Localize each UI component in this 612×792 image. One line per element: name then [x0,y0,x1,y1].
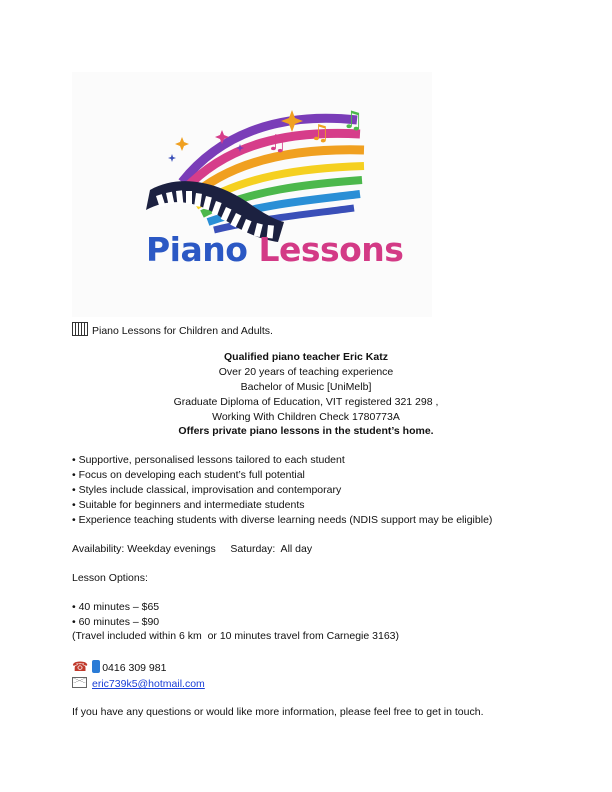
feature-item: • Styles include classical, improvisation and contemporary [72,484,342,496]
phone-number[interactable]: 0416 309 981 [102,662,167,674]
closing-text: If you have any questions or would like more information, please feel free to get in touch. [72,706,484,718]
email-link[interactable]: eric739k5@hotmail.com [92,678,205,690]
feature-item: • Supportive, personalised lessons tailored to each student [72,454,345,466]
email-line [72,677,205,690]
teacher-experience: Over 20 years of teaching experience [218,366,394,378]
svg-text:♫: ♫ [342,106,364,134]
lesson-option-item: • 40 minutes – $65 [72,601,160,613]
availability: Availability: Weekday evenings Saturday: All day [72,543,313,555]
intro-line [72,322,273,337]
piano-rainbow-logo-icon [72,72,432,317]
piano-keys-icon [72,322,88,336]
phone-line [72,659,166,675]
travel-note: (Travel included within 6 km or 10 minutes travel from Carnegie 3163) [72,630,400,642]
lesson-option-item: • 60 minutes – $90 [72,616,160,628]
teacher-name: Qualified piano teacher Eric Katz [224,351,388,363]
mobile-phone-icon [92,660,100,673]
teacher-degree: Bachelor of Music [UniMelb] [240,381,372,393]
feature-item: • Suitable for beginners and intermediate students [72,499,305,511]
logo [72,72,432,317]
logo-title [146,230,404,269]
svg-text:♫: ♫ [310,121,330,146]
logo-word-piano: Piano [146,230,248,269]
lesson-options-heading: Lesson Options: [72,572,148,584]
teacher-wwcc: Working With Children Check 1780773A [212,411,400,423]
envelope-icon [72,677,87,688]
teacher-diploma: Graduate Diploma of Education, VIT registered 321 298 , [173,396,439,408]
feature-item: • Experience teaching students with diverse learning needs (NDIS support may be eligible) [72,514,493,526]
teacher-offer: Offers private piano lessons in the student’s home. [178,425,434,437]
svg-text:♫: ♫ [267,131,287,156]
telephone-icon: ☎ [72,659,89,674]
intro-text: Piano Lessons for Children and Adults. [92,325,273,337]
feature-item: • Focus on developing each student’s full potential [72,469,305,481]
logo-word-lessons: Lessons [258,230,404,269]
